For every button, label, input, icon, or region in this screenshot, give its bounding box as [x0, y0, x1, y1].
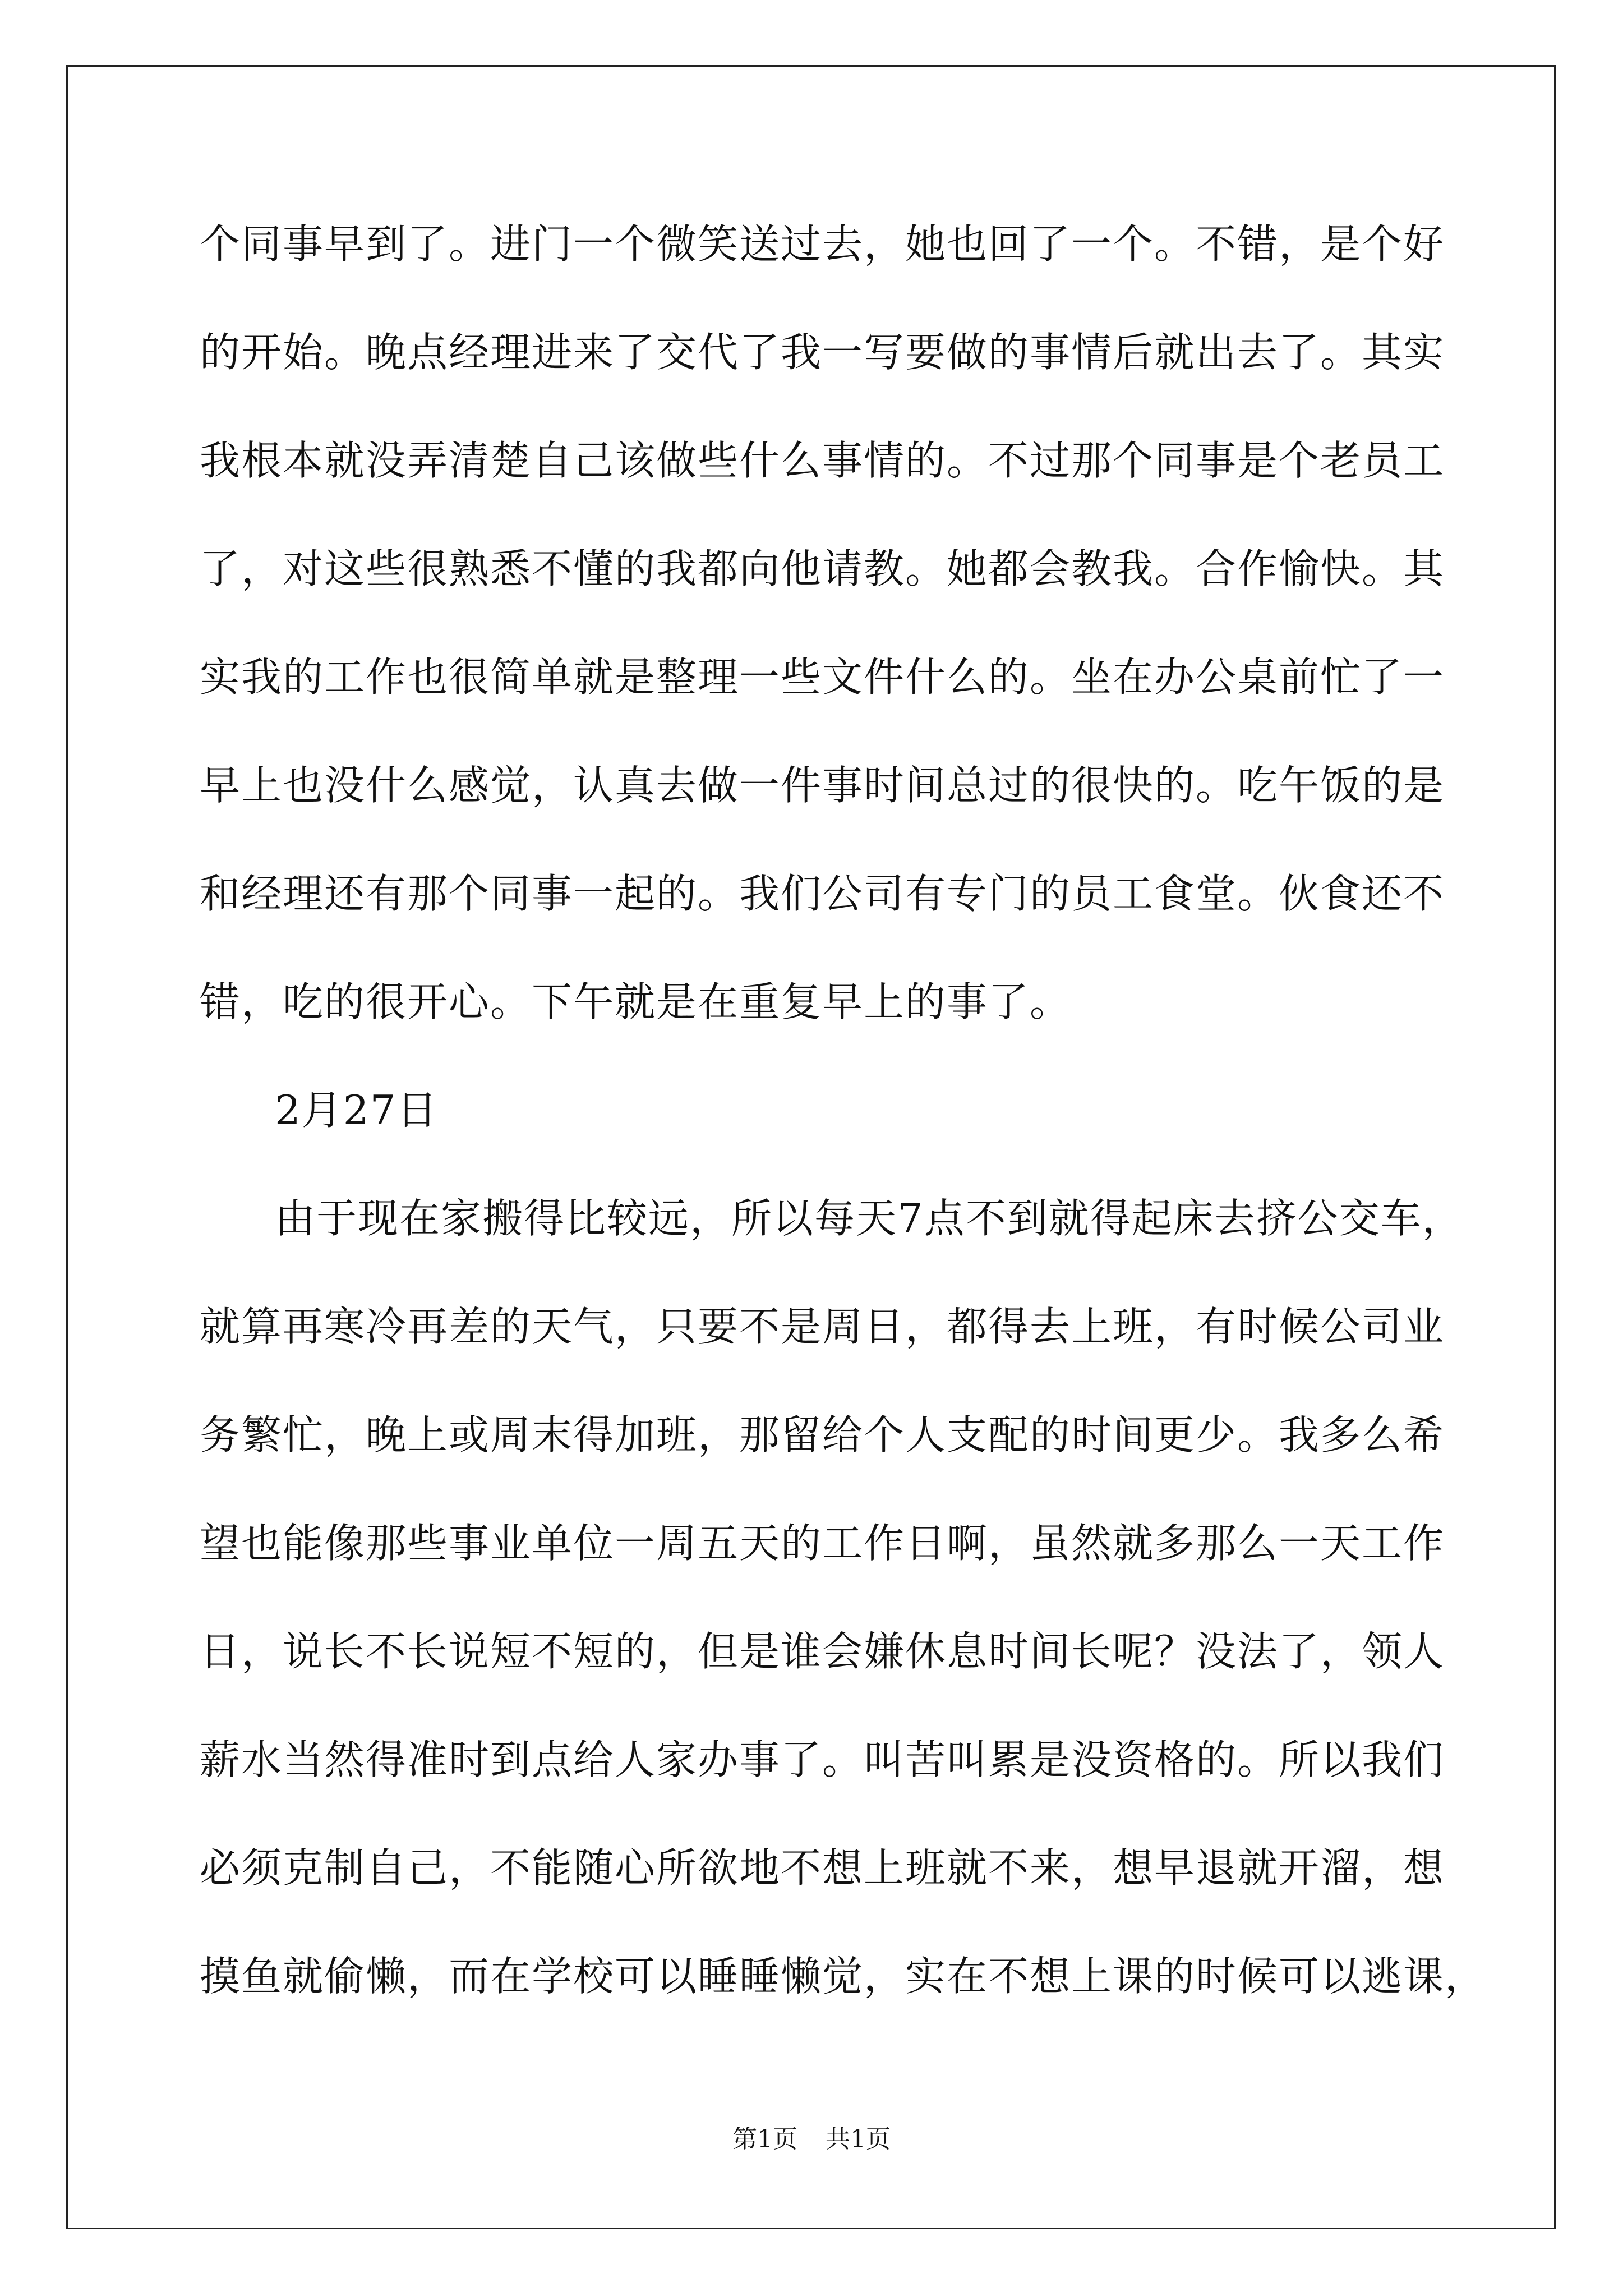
body-line-12: 望也能像那些事业单位一周五天的工作日啊，虽然就多那么一天工作	[200, 1520, 1445, 1567]
page-footer	[0, 2124, 1623, 2155]
body-line-10: 就算再寒冷再差的天气，只要不是周日，都得去上班，有时候公司业	[200, 1303, 1445, 1350]
body-line-13: 日，说长不长说短不短的，但是谁会嫌休息时间长呢？没法了，领人	[200, 1628, 1445, 1675]
body-line-7: 和经理还有那个同事一起的。我们公司有专门的员工食堂。伙食还不	[200, 870, 1445, 917]
body-line-15: 必须克制自己，不能随心所欲地不想上班就不来，想早退就开溜，想	[200, 1844, 1445, 1892]
body-line-1: 个同事早到了。进门一个微笑送过去，她也回了一个。不错，是个好	[200, 220, 1445, 268]
body-line-4: 了，对这些很熟悉不懂的我都向他请教。她都会教我。合作愉快。其	[200, 545, 1445, 592]
body-line-5: 实我的工作也很简单就是整理一些文件什么的。坐在办公桌前忙了一	[200, 654, 1445, 701]
body-line-3: 我根本就没弄清楚自己该做些什么事情的。不过那个同事是个老员工	[200, 437, 1445, 484]
body-line-8: 错，吃的很开心。下午就是在重复早上的事了。	[200, 978, 1072, 1025]
body-line-14: 薪水当然得准时到点给人家办事了。叫苦叫累是没资格的。所以我们	[200, 1736, 1445, 1783]
date-heading: 2月27日	[275, 1087, 439, 1134]
body-line-2: 的开始。晚点经理进来了交代了我一写要做的事情后就出去了。其实	[200, 329, 1445, 376]
body-line-11: 务繁忙，晚上或周末得加班，那留给个人支配的时间更少。我多么希	[200, 1411, 1445, 1458]
page-total: 共1页	[826, 2125, 891, 2154]
body-line-16: 摸鱼就偷懒，而在学校可以睡睡懒觉，实在不想上课的时候可以逃课，	[200, 1953, 1487, 2000]
body-line-9: 由于现在家搬得比较远，所以每天7点不到就得起床去挤公交车，	[275, 1195, 1464, 1242]
page-border	[66, 65, 1556, 2229]
body-line-6: 早上也没什么感觉，认真去做一件事时间总过的很快的。吃午饭的是	[200, 762, 1445, 809]
page-number: 第1页	[732, 2125, 797, 2154]
